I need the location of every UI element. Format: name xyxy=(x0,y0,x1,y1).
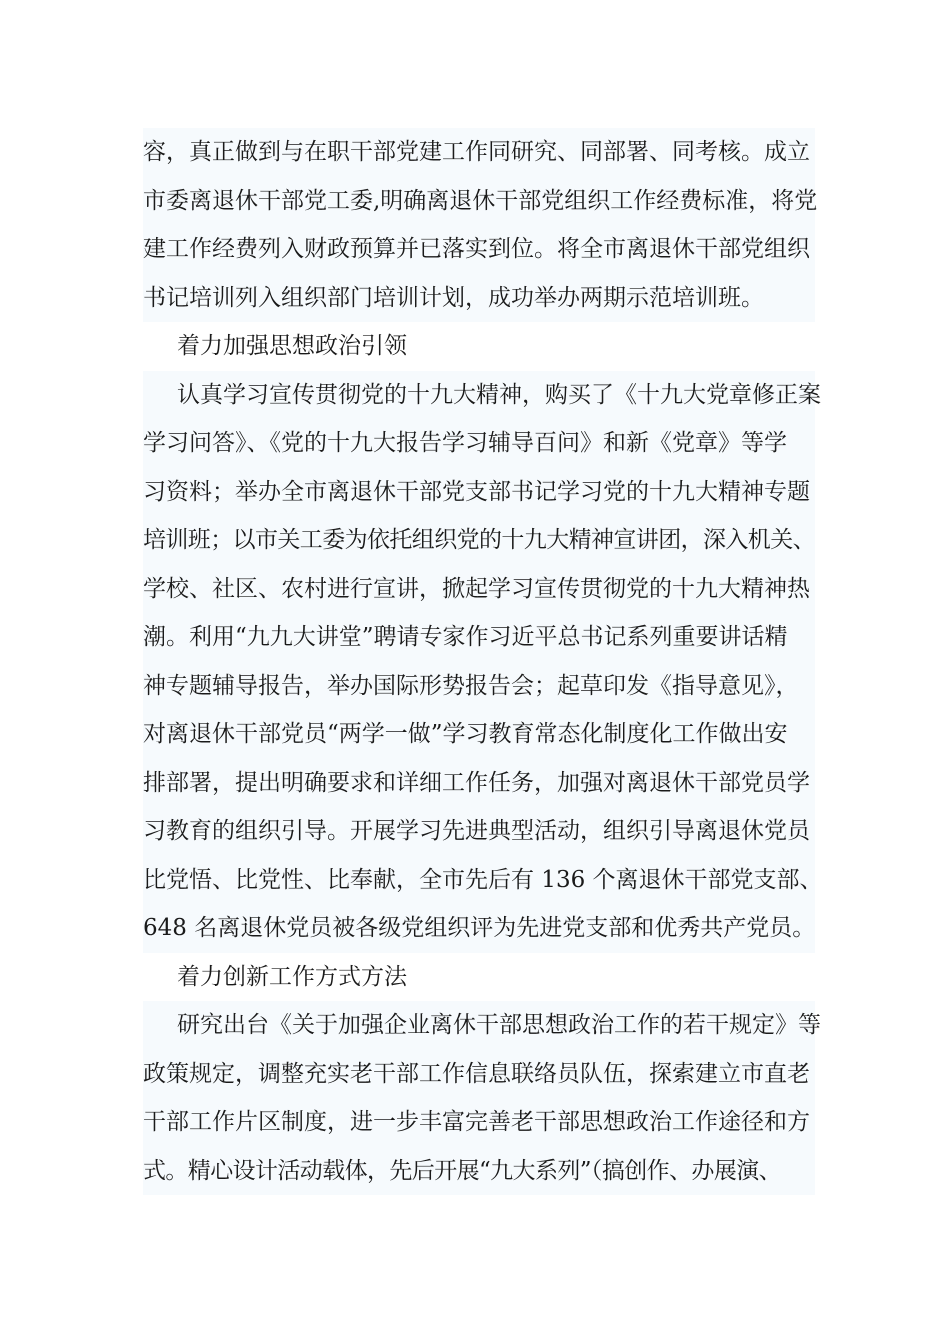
text-line: 市委离退休干部党工委,明确离退休干部党组织工作经费标准，将党 xyxy=(143,177,815,226)
text-line: 建工作经费列入财政预算并已落实到位。将全市离退休干部党组织 xyxy=(143,225,815,274)
document-body xyxy=(143,128,823,1195)
text-line: 式。精心设计活动载体，先后开展“九大系列”（搞创作、办展演、 xyxy=(143,1147,815,1196)
text-line: 潮。利用“九九大讲堂”聘请专家作习近平总书记系列重要讲话精 xyxy=(143,613,815,662)
text-line: 排部署，提出明确要求和详细工作任务，加强对离退休干部党员学 xyxy=(143,759,815,808)
section-heading: 着力创新工作方式方法 xyxy=(143,953,815,1002)
text-line: 学习问答》、《党的十九大报告学习辅导百问》和新《党章》等学 xyxy=(143,419,815,468)
paragraph-first-line: 研究出台《关于加强企业离休干部思想政治工作的若干规定》等 xyxy=(143,1001,815,1050)
text-line: 比党悟、比党性、比奉献，全市先后有 136 个离退休干部党支部、 xyxy=(143,856,815,905)
text-line: 对离退休干部党员“两学一做”学习教育常态化制度化工作做出安 xyxy=(143,710,815,759)
text-line: 学校、社区、农村进行宣讲，掀起学习宣传贯彻党的十九大精神热 xyxy=(143,565,815,614)
paragraph-first-line: 认真学习宣传贯彻党的十九大精神，购买了《十九大党章修正案 xyxy=(143,371,815,420)
text-line: 习资料；举办全市离退休干部党支部书记学习党的十九大精神专题 xyxy=(143,468,815,517)
text-line: 干部工作片区制度，进一步丰富完善老干部思想政治工作途径和方 xyxy=(143,1098,815,1147)
text-line: 政策规定，调整充实老干部工作信息联络员队伍，探索建立市直老 xyxy=(143,1050,815,1099)
section-heading: 着力加强思想政治引领 xyxy=(143,322,815,371)
text-line: 培训班；以市关工委为依托组织党的十九大精神宣讲团，深入机关、 xyxy=(143,516,815,565)
text-line: 648 名离退休党员被各级党组织评为先进党支部和优秀共产党员。 xyxy=(143,904,815,953)
text-line: 书记培训列入组织部门培训计划，成功举办两期示范培训班。 xyxy=(143,274,815,323)
text-line: 容，真正做到与在职干部党建工作同研究、同部署、同考核。成立 xyxy=(143,128,815,177)
text-line: 神专题辅导报告，举办国际形势报告会；起草印发《指导意见》， xyxy=(143,662,815,711)
text-line: 习教育的组织引导。开展学习先进典型活动，组织引导离退休党员 xyxy=(143,807,815,856)
